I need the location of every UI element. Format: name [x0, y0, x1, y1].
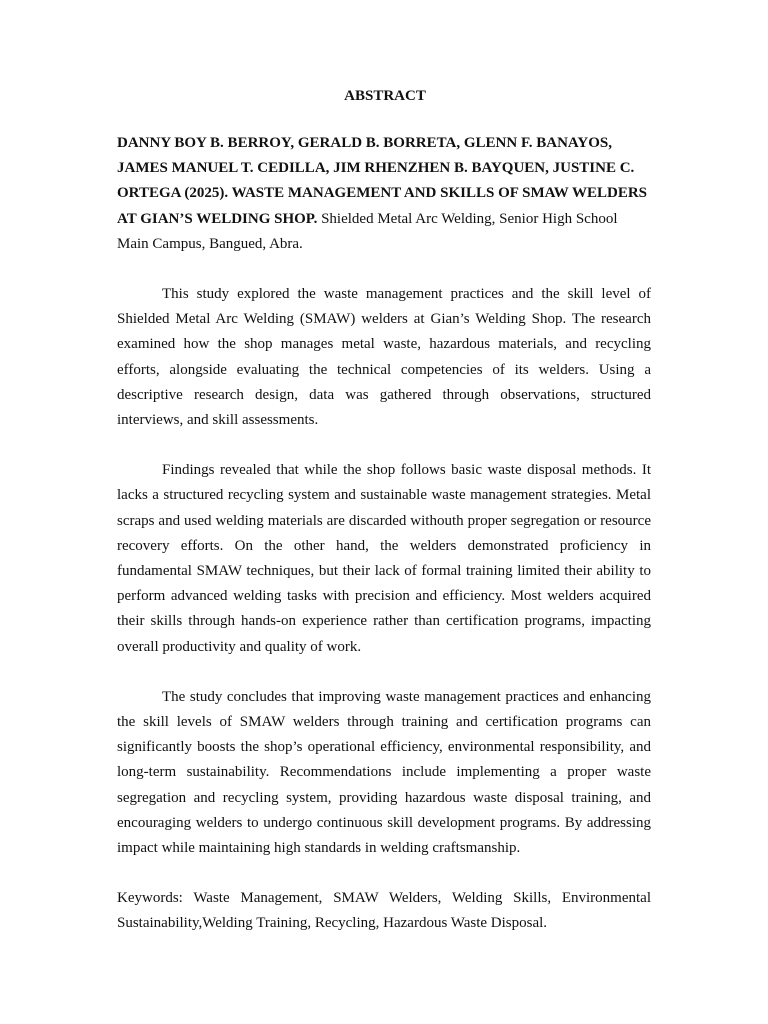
abstract-page [117, 84, 651, 937]
abstract-paragraph-3: The study concludes that improving waste management practices and enhancing the skill levels of SMAW welders through training and certification programs can significantly boosts the shop’s operational efficiency, environmental responsibility, and long-term sustainability. Recommendations include implementing a proper waste segregation and recycling system, providing hazardous waste disposal training, and encouraging welders to undergo continuous skill development programs. By addressing impact while maintaining high standards in welding craftsmanship. [117, 688, 651, 857]
abstract-paragraph-1: This study explored the waste management practices and the skill level of Shielded Metal Arc Welding (SMAW) welders at Gian’s Welding Shop. The research examined how the shop manages metal waste, hazardous materials, and recycling efforts, alongside evaluating the technical competencies of its welders. Using a descriptive research design, data was gathered through observations, structured interviews, and skill assessments. [117, 286, 651, 429]
keywords-paragraph: Keywords: Waste Management, SMAW Welders, Welding Skills, Environmental Sustainability,Welding Training, Recycling, Hazardous Waste Disposal. [117, 890, 651, 932]
citation-authors-title: DANNY BOY B. BERROY, GERALD B. BORRETA, GLENN F. BANAYOS, JAMES MANUEL T. CEDILLA, JIM RHENZHEN B. BAYQUEN, JUSTINE C. ORTEGA (2025). WASTE MANAGEMENT AND SKILLS OF SMAW WELDERS AT GIAN’S WELDING SHOP. [117, 135, 647, 227]
citation-affiliation: Shielded Metal Arc Welding, Senior High School Main Campus, Bangued, Abra. [117, 210, 618, 252]
citation-paragraph [117, 131, 651, 257]
abstract-heading: ABSTRACT [344, 88, 426, 104]
abstract-paragraph-2: Findings revealed that while the shop follows basic waste disposal methods. It lacks a structured recycling system and sustainable waste management strategies. Metal scraps and used welding materials are discarded withouth proper segregation or resource recovery efforts. On the other hand, the welders demonstrated proficiency in fundamental SMAW techniques, but their lack of formal training limited their ability to perform advanced welding tasks with precision and efficiency. Most welders acquired their skills through hands-on experience rather than certification programs, impacting overall productivity and quality of work. [117, 462, 651, 655]
